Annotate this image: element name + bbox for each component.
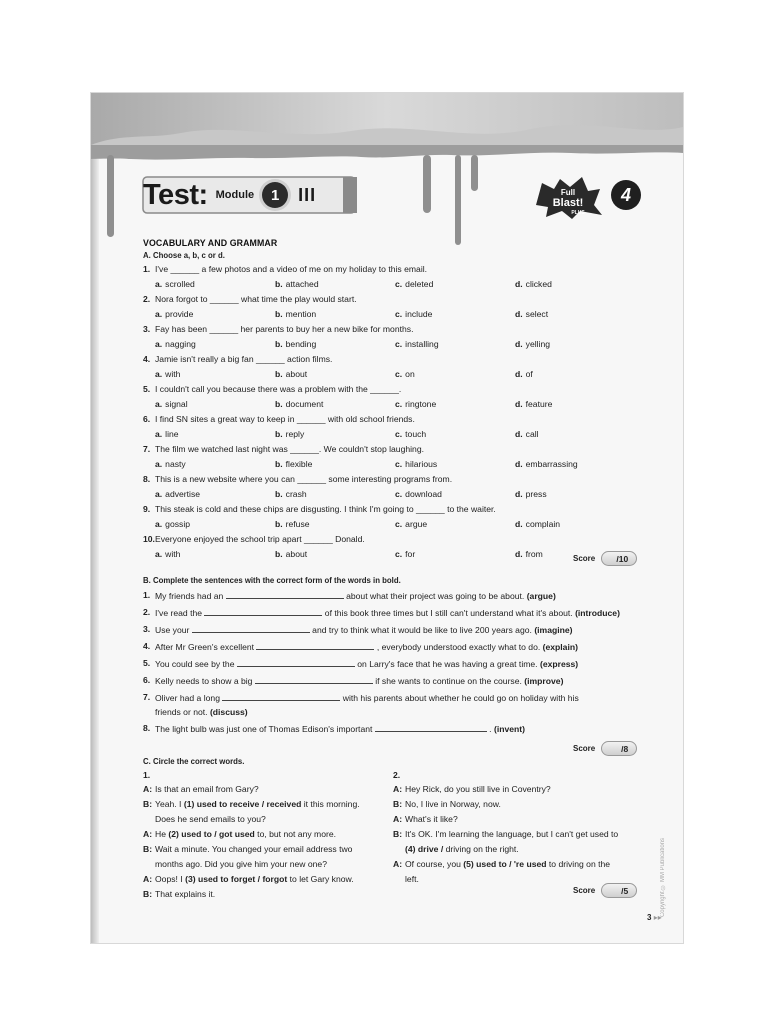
section-a-instruction: A. Choose a, b, c or d. [143,251,225,260]
completion-item [143,658,643,670]
completion-item-cont [143,707,643,718]
choice-words: (4) drive / [405,844,444,854]
answer-option: c. installing [395,339,439,349]
copyright-notice: Copyright © MM Publications [660,838,666,918]
score-label: Score [573,744,596,753]
item-text: Use your and try to think what it would be like to live 200 years ago. (imagine) [155,625,573,635]
question-number: 7. [143,444,151,454]
bold-word: (discuss) [209,707,248,717]
score-a [573,551,637,566]
completion-item [143,692,643,704]
section-c [143,757,643,900]
score-box: /5 [601,883,637,898]
option-letter: a. [155,279,163,289]
speaker: A: [143,874,153,884]
dialogue-line [393,814,643,825]
speaker: A: [393,784,403,794]
answer-option: c. argue [395,519,428,529]
score-label: Score [573,554,596,563]
answer-option: a. nasty [155,459,186,469]
option-letter: a. [155,399,163,409]
item-text: After Mr Green's excellent , everybody understood exactly what to do. (explain) [155,642,578,652]
answer-option: c. include [395,309,433,319]
next-arrow-icon: ▸▸ [653,913,662,922]
line-text: It's OK. I'm learning the language, but I can't get used to [405,829,619,839]
module-bars: III [298,184,317,205]
answer-blank [375,723,487,732]
answer-options [155,279,643,290]
option-letter: b. [275,429,283,439]
choice-words: (2) used to / got used [168,829,255,839]
test-content [143,238,643,900]
dialogue-number: 1. [143,770,151,780]
answer-option: d. complain [515,519,561,529]
question-text: Nora forgot to ______ what time the play would start. [155,294,357,304]
page-number-text: 3 [647,913,652,922]
dialogues [143,770,643,900]
option-letter: c. [395,309,403,319]
module-label: Module [215,189,255,201]
option-letter: b. [275,369,283,379]
answer-option: a. signal [155,399,188,409]
dialogue-2 [393,770,643,900]
item-text: You could see by the on Larry's face that he was having a great time. (express) [155,659,579,669]
option-letter: c. [395,489,403,499]
dialogue-line [393,859,643,870]
dialogue-line [143,844,393,855]
answer-option: c. download [395,489,442,499]
answer-option: a. scrolled [155,279,195,289]
item-number: 5. [143,658,151,668]
answer-option: d. feature [515,399,553,409]
answer-option: b. crash [275,489,307,499]
option-letter: b. [275,309,283,319]
line-text: No, I live in Norway, now. [405,799,501,809]
dialogue-1-lines [143,784,393,900]
answer-blank [256,641,374,650]
line-text: What's it like? [405,814,458,824]
answer-option: a. gossip [155,519,191,529]
line-text: left. [405,874,419,884]
item-text: Oliver had a long with his parents about whether he could go on holiday with his [155,693,579,703]
answer-options [155,399,643,410]
answer-option: b. reply [275,429,305,439]
question-text: This is a new website where you can ______ some interesting programs from. [155,474,453,484]
section-c-instruction: C. Circle the correct words. [143,757,245,766]
option-letter: a. [155,339,163,349]
option-letter: a. [155,489,163,499]
dialogue-2-lines [393,784,643,885]
answer-blank [237,658,355,667]
question [143,264,643,275]
answer-blank [226,590,344,599]
question [143,414,643,425]
score-box: /8 [601,741,637,756]
option-letter: d. [515,369,523,379]
item-number: 4. [143,641,151,651]
question-text: Fay has been ______ her parents to buy her a new bike for months. [155,324,414,334]
question [143,534,643,545]
completion-item [143,624,643,636]
option-letter: c. [395,429,403,439]
item-number: 2. [143,607,151,617]
option-letter: c. [395,519,403,529]
item-text: I've read the of this book three times but I still can't understand what it's about. (introduce) [155,608,620,618]
bold-word: (explain) [542,642,578,652]
option-letter: b. [275,399,283,409]
answer-option: d. call [515,429,539,439]
question-number: 6. [143,414,151,424]
speaker [393,874,405,885]
answer-option: d. yelling [515,339,551,349]
dialogue-line [393,829,643,840]
dialogue-line [143,814,393,825]
test-title [143,177,316,213]
question-number: 8. [143,474,151,484]
speaker [393,844,405,855]
question-text: I find SN sites a great way to keep in ______ with old school friends. [155,414,415,424]
svg-text:Blast!: Blast! [552,197,584,209]
completion-item [143,723,643,735]
answer-option: b. document [275,399,324,409]
score-b [573,741,637,756]
svg-text:Full: Full [560,188,576,197]
score-box: /10 [601,551,637,566]
section-a-questions [143,264,643,560]
line-text: Does he send emails to you? [155,814,266,824]
score-label: Score [573,886,596,895]
option-letter: b. [275,339,283,349]
line-text: Hey Rick, do you still live in Coventry? [405,784,551,794]
question-number: 4. [143,354,151,364]
answer-option: a. line [155,429,179,439]
bold-word: (introduce) [575,608,620,618]
item-text: Kelly needs to show a big if she wants to continue on the course. (improve) [155,676,564,686]
speaker: A: [143,829,153,839]
answer-option: d. clicked [515,279,552,289]
question-number: 10. [143,534,155,544]
bold-word: (improve) [524,676,564,686]
question [143,474,643,485]
option-letter: b. [275,549,283,559]
answer-blank [255,675,373,684]
question-number: 3. [143,324,151,334]
answer-option: b. flexible [275,459,313,469]
dialogue-line [143,784,393,795]
question-number: 1. [143,264,151,274]
question-number: 5. [143,384,151,394]
answer-option: b. attached [275,279,319,289]
answer-option: d. press [515,489,547,499]
speaker: B: [143,844,153,854]
speaker: A: [143,784,153,794]
answer-option: d. embarrassing [515,459,578,469]
option-letter: d. [515,399,523,409]
question [143,384,643,395]
completion-item [143,607,643,619]
title-text: Test: [143,178,208,211]
answer-option: b. bending [275,339,317,349]
bold-word: (express) [539,659,579,669]
choice-words: (5) used to / 're used [463,859,547,869]
dialogue-line [143,799,393,810]
question-number: 2. [143,294,151,304]
answer-option: a. advertise [155,489,201,499]
module-number: 1 [262,182,288,208]
dialogue-line [393,784,643,795]
option-letter: c. [395,279,403,289]
speaker: A: [393,859,403,869]
option-letter: d. [515,459,523,469]
question [143,444,643,455]
option-letter: a. [155,369,163,379]
dialogue-line [393,844,643,855]
speaker: A: [393,814,403,824]
dialogue-line [143,874,393,885]
speaker: B: [393,829,403,839]
completion-item [143,675,643,687]
option-letter: c. [395,369,403,379]
question-number: 9. [143,504,151,514]
line-text: months ago. Did you give him your new one? [155,859,327,869]
option-letter: d. [515,489,523,499]
answer-option: b. about [275,549,308,559]
line-text: He (2) used to / got used to, but not any more. [155,829,337,839]
dialogue-number: 2. [393,770,401,780]
answer-options [155,549,643,560]
option-letter: b. [275,459,283,469]
item-number: 1. [143,590,151,600]
answer-options [155,339,643,350]
answer-blank [222,692,340,701]
score-c [573,883,637,898]
question-text: I've ______ a few photos and a video of me on my holiday to this email. [155,264,428,274]
answer-option: b. mention [275,309,317,319]
line-text: That explains it. [155,889,216,899]
bold-word: (imagine) [534,625,573,635]
question-text: I couldn't call you because there was a problem with the ______. [155,384,402,394]
option-letter: c. [395,459,403,469]
answer-option: d. select [515,309,549,319]
answer-options [155,309,643,320]
answer-option: b. about [275,369,308,379]
option-letter: a. [155,429,163,439]
line-text: (4) drive / driving on the right. [405,844,519,854]
item-text: friends or not. (discuss) [155,707,248,717]
line-text: Is that an email from Gary? [155,784,259,794]
item-number: 6. [143,675,151,685]
line-text: Of course, you (5) used to / 're used to driving on the [405,859,611,869]
option-letter: d. [515,339,523,349]
option-letter: d. [515,429,523,439]
dialogue-line [143,859,393,870]
item-number: 8. [143,723,151,733]
question-text: Jamie isn't really a big fan ______ action films. [155,354,333,364]
question [143,294,643,305]
choice-words: (1) used to receive / received [183,799,302,809]
answer-option: a. with [155,549,181,559]
question [143,504,643,515]
option-letter: b. [275,279,283,289]
worksheet-page [91,93,683,943]
line-text: Yeah. I (1) used to receive / received it this morning. [155,799,360,809]
answer-option: d. from [515,549,543,559]
speaker [143,814,155,825]
option-letter: a. [155,459,163,469]
page-number [647,913,662,922]
answer-options [155,489,643,500]
option-letter: c. [395,549,403,559]
answer-option: c. hilarious [395,459,438,469]
question [143,354,643,365]
option-letter: d. [515,549,523,559]
item-text: My friends had an about what their project was going to be about. (argue) [155,591,556,601]
speaker: B: [393,799,403,809]
bold-word: (argue) [526,591,556,601]
answer-options [155,459,643,470]
option-letter: b. [275,489,283,499]
level-badge: 4 [611,180,641,210]
answer-option: c. ringtone [395,399,437,409]
answer-option: c. on [395,369,415,379]
section-b [143,576,643,735]
svg-text:PLUS: PLUS [571,210,585,216]
answer-blank [192,624,310,633]
answer-option: c. for [395,549,416,559]
answer-option: d. of [515,369,533,379]
item-text: The light bulb was just one of Thomas Edison's important . (invent) [155,724,525,734]
option-letter: b. [275,519,283,529]
speaker: B: [143,799,153,809]
choice-words: (3) used to forget / forgot [185,874,288,884]
completion-item [143,641,643,653]
answer-blank [204,607,322,616]
dialogue-line [143,829,393,840]
answer-option: c. deleted [395,279,434,289]
option-letter: d. [515,279,523,289]
answer-option: c. touch [395,429,427,439]
bold-word: (invent) [493,724,525,734]
question [143,324,643,335]
item-number-spacer [143,707,155,718]
answer-option: b. refuse [275,519,310,529]
option-letter: a. [155,519,163,529]
item-number: 3. [143,624,151,634]
section-heading: VOCABULARY AND GRAMMAR [143,238,278,248]
option-letter: c. [395,339,403,349]
answer-options [155,369,643,380]
dialogue-line [393,799,643,810]
question-text: The film we watched last night was ______. We couldn't stop laughing. [155,444,424,454]
speaker: B: [143,889,153,899]
item-number: 7. [143,692,151,702]
answer-option: a. with [155,369,181,379]
option-letter: a. [155,549,163,559]
answer-option: a. provide [155,309,194,319]
line-text: Wait a minute. You changed your email address two [155,844,353,854]
option-letter: a. [155,309,163,319]
full-blast-logo [532,175,604,219]
dialogue-line [143,889,393,900]
option-letter: d. [515,519,523,529]
question-text: Everyone enjoyed the school trip apart ______ Donald. [155,534,365,544]
answer-options [155,429,643,440]
question-text: This steak is cold and these chips are disgusting. I think I'm going to ______ to the waiter. [155,504,496,514]
answer-options [155,519,643,530]
section-b-instruction: B. Complete the sentences with the correct form of the words in bold. [143,576,401,585]
dialogue-1 [143,770,393,900]
speaker [143,859,155,870]
option-letter: d. [515,309,523,319]
section-b-items [143,590,643,735]
line-text: Oops! I (3) used to forget / forgot to let Gary know. [155,874,354,884]
completion-item [143,590,643,602]
option-letter: c. [395,399,403,409]
answer-option: a. nagging [155,339,196,349]
